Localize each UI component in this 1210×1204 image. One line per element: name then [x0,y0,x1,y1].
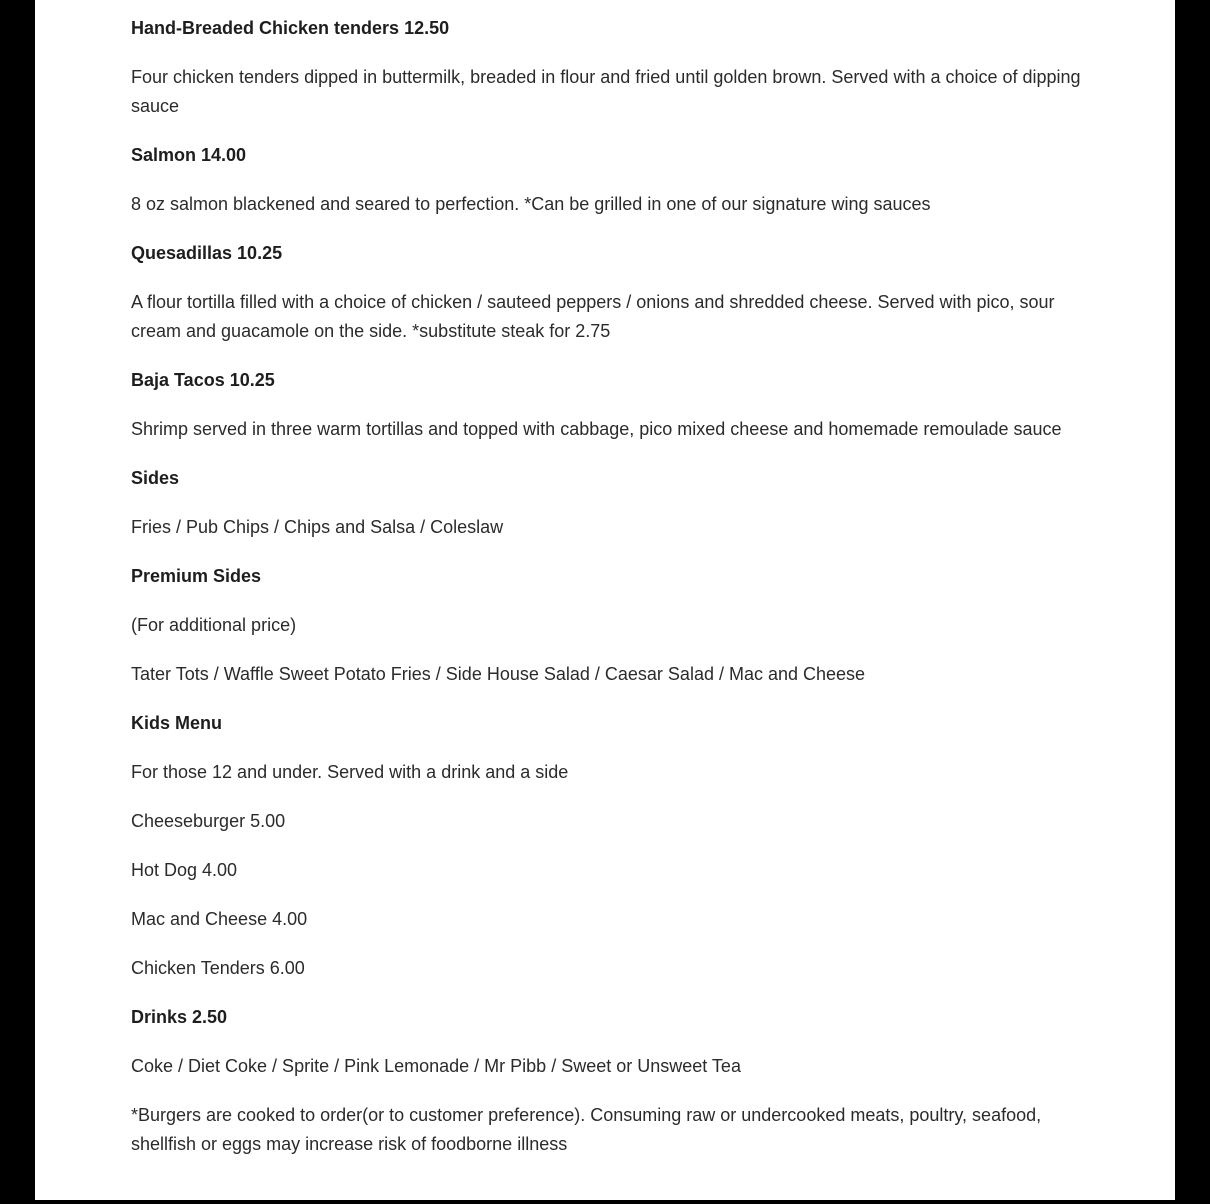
premium-sides-note: (For additional price) [131,615,297,635]
item-description-chicken-tenders: Four chicken tenders dipped in buttermilk, breaded in flour and fried until golden brown. Served with a choice of dipping sauce [131,67,1081,116]
section-title-premium-sides: Premium Sides [131,566,262,586]
menu-page [35,0,1175,1200]
item-description-quesadillas: A flour tortilla filled with a choice of chicken / sauteed peppers / onions and shredded cheese. Served with pico, sour cream and guacamole on the side. *substitute steak for 2.75 [131,292,1055,341]
kids-menu-item: Cheeseburger 5.00 [131,811,286,831]
section-title-drinks: Drinks 2.50 [131,1007,228,1027]
premium-sides-list: Tater Tots / Waffle Sweet Potato Fries / Side House Salad / Caesar Salad / Mac and Cheese [131,664,866,684]
item-description-salmon: 8 oz salmon blackened and seared to perfection. *Can be grilled in one of our signature wing sauces [131,194,931,214]
item-description-baja-tacos: Shrimp served in three warm tortillas and topped with cabbage, pico mixed cheese and homemade remoulade sauce [131,419,1062,439]
sides-list: Fries / Pub Chips / Chips and Salsa / Coleslaw [131,517,504,537]
item-title-baja-tacos: Baja Tacos 10.25 [131,370,275,390]
kids-menu-note: For those 12 and under. Served with a drink and a side [131,762,569,782]
item-title-salmon: Salmon 14.00 [131,145,247,165]
item-title-chicken-tenders: Hand-Breaded Chicken tenders 12.50 [131,18,450,38]
section-title-sides: Sides [131,468,180,488]
drinks-list: Coke / Diet Coke / Sprite / Pink Lemonade / Mr Pibb / Sweet or Unsweet Tea [131,1056,741,1076]
kids-menu-item: Hot Dog 4.00 [131,860,238,880]
item-title-quesadillas: Quesadillas 10.25 [131,243,283,263]
kids-menu-item: Mac and Cheese 4.00 [131,909,308,929]
menu-content [131,14,1091,1179]
food-safety-disclaimer: *Burgers are cooked to order(or to customer preference). Consuming raw or undercooked meats, poultry, seafood, shellfish or eggs may increase risk of foodborne illness [131,1105,1042,1154]
kids-menu-item: Chicken Tenders 6.00 [131,958,305,978]
section-title-kids-menu: Kids Menu [131,713,223,733]
